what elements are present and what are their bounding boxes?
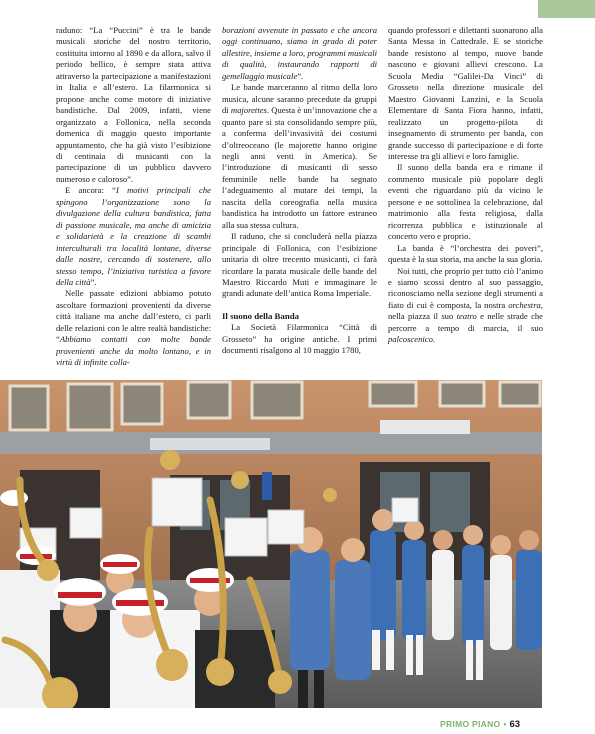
section-name: PRIMO PIANO [440, 719, 501, 729]
page-footer [440, 719, 560, 730]
text-column-2 [222, 25, 377, 357]
text-column-1 [56, 25, 211, 369]
section-color-tab [538, 0, 595, 18]
paragraph: La banda è “l’orchestra dei poveri”, questa è la sua storia, ma anche la sua gloria. [388, 242, 543, 265]
paragraph: E ancora: “I motivi principali che spingono l’organizzazione sono la divulgazione della cultura bandistica, fatta di passione musicale, ma anche di amicizia e solidarietà e la creazione di scambi interculturali tra località lontane, diverse dalle nostre, cercando di sostenere, allo stesso tempo, l’iniziativa turistica a favore della città”. [56, 185, 211, 287]
paragraph: Le bande marceranno al ritmo della loro musica, alcune saranno precedute da gruppi di majorettes. Questa è un’innovazione che a quanto pare si sta consolidando sempre più, a conferma dell’invasività dei costumi d’oltreoceano (le majorette hanno origine negli anni venti in America). Se l’introduzione di musicanti di sesso femminile nelle bande ha segnato l’adeguamento al mutare dei tempi, la nascita della coreografia nella musica bandistica ha introdotto un fattore estraneo alla sua stessa cultura. [222, 82, 377, 230]
paragraph: La Società Filarmonica “Città di Grosseto” ha origine antiche. I primi documenti risalgono al 10 maggio 1780, [222, 322, 377, 356]
paragraph: raduno: “La “Puccini” è tra le bande musicali storiche del nostro territorio, costituita intorno al 1890 e da allora, salvo il periodo bellico, è sempre stata attiva attraverso la partecipazione a manifestazioni in Italia e all’estero. La filarmonica si propone anche come motore di iniziative bandistiche. Dal 2009, infatti, viene organizzato a Follonica, nella seconda domenica di maggio questo importante appuntamento, che ha già visto l’esibizione di centinaia di musicanti con la partecipazione di un pubblico davvero numeroso e caloroso”. [56, 25, 211, 184]
marching-band-photo [0, 380, 542, 708]
flag [262, 472, 272, 500]
shop-sign [380, 420, 470, 434]
shop-sign-band [0, 432, 542, 454]
paragraph: Noi tutti, che proprio per tutto ciò l’animo e siamo scossi dentro al suo passaggio, riconosciamo nella sezione degli strumenti a fiato di cui è composta, la nostra orchestra, nella piazza il suo teatro e nelle strade che percorre a tempo di marcia, il suo palcoscenico. [388, 265, 543, 345]
separator: • [503, 719, 507, 729]
photo-illustration [0, 380, 542, 708]
paragraph: Il raduno, che si concluderà nella piazza principale di Follonica, con l’esibizione unitaria di oltre trecento musicanti, ci farà ricordare la parata musicale delle bande del Maestro Riccardo Muti e immaginare le grandi adunate dell’antica Roma Imperiale. [222, 231, 377, 299]
section-heading: Il suono della Banda [222, 310, 300, 321]
paragraph: quando professori e dilettanti suonarono alla Santa Messa in Cattedrale. E se storiche bande resistono al tempo, nuove bande nascono e giovani allievi crescono. La Scuola Media “Galilei-Da Vinci” di Grosseto nella direzione musicale del Maestro Giovanni Lanzini, e la Scuola Elementare di Santa Fiora hanno, infatti, realizzato un progetto-pilota di insegnamento di strumento per banda, con grande successo di partecipazione e di forte interesse tra gli allievi e loro famiglie. [388, 25, 543, 161]
page-number: 63 [509, 719, 521, 730]
paragraph: borazioni avvenute in passato e che ancora oggi continuano, siamo in grado di poter allestire, insieme a loro, programmi musicali di qualità, instaurando rapporti di gemellaggio musicale”. [222, 25, 377, 81]
paragraph: Il suono della banda era e rimane il commento musicale più popolare degli eventi che riguardano più da vicino le persone e ne sottolinea la celebrazione, dal matrimonio alla festa religiosa, dalla ricorrenza pubblica e istituzionale al concerto vero e proprio. [388, 162, 543, 242]
paragraph: Nelle passate edizioni abbiamo potuto ascoltare formazioni provenienti da diverse città italiane ma anche dall’estero, ci parli delle relazioni con le altre realtà bandistiche: “Abbiamo contatti con molte bande provenienti anche da molto lontano, e in virtù di infinite colla- [56, 288, 211, 368]
text-column-3 [388, 25, 543, 346]
article-body [56, 25, 543, 373]
